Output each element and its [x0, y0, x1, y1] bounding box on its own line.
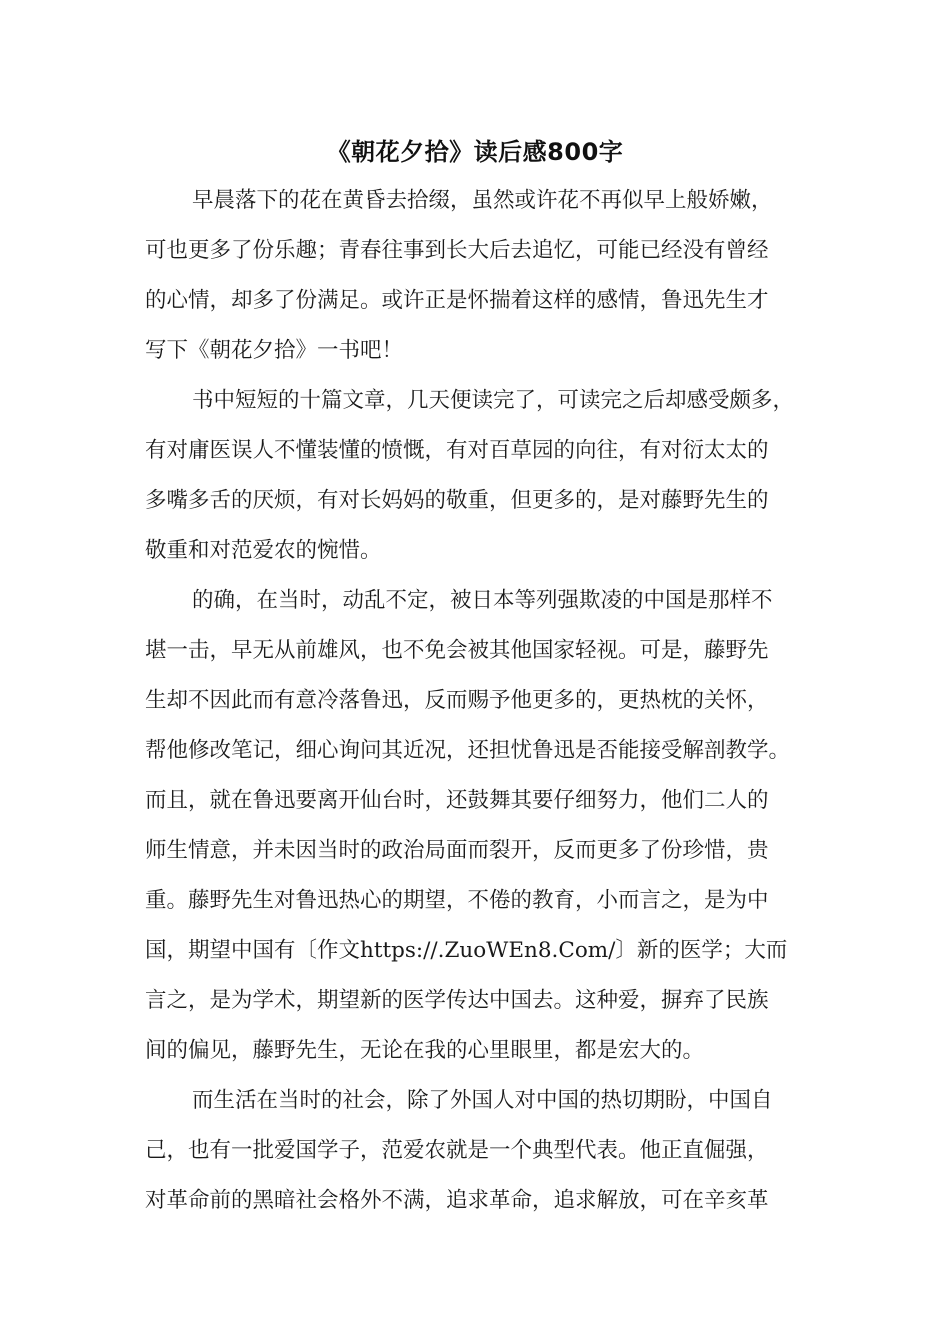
text-line: 对革命前的黑暗社会格外不满，追求革命，追求解放，可在辛亥革 — [145, 1188, 769, 1213]
text-line: 言之，是为学术，期望新的医学传达中国去。这种爱，摒弃了民族 — [145, 988, 769, 1013]
text-line: 写下《朝花夕拾》一书吧！ — [145, 338, 404, 363]
text-line: 多嘴多舌的厌烦，有对长妈妈的敬重，但更多的，是对藤野先生的 — [145, 488, 769, 513]
text-line: 师生情意，并未因当时的政治局面而裂开，反而更多了份珍惜，贵 — [145, 838, 769, 863]
text-line: 有对庸医误人不懂装懂的愤慨，有对百草园的向往，有对衍太太的 — [145, 438, 769, 463]
text-line: 敬重和对范爱农的惋惜。 — [145, 538, 382, 563]
text-line: 而生活在当时的社会，除了外国人对中国的热切期盼，中国自 — [192, 1088, 773, 1113]
text-line: 堪一击，早无从前雄风，也不免会被其他国家轻视。可是，藤野先 — [145, 638, 769, 663]
text-line: 生却不因此而有意冷落鲁迅，反而赐予他更多的，更热枕的关怀， — [145, 688, 769, 713]
text-line: 的确，在当时，动乱不定，被日本等列强欺凌的中国是那样不 — [192, 588, 773, 613]
document-title: 《朝花夕拾》读后感800字 — [326, 138, 624, 166]
paragraph-1 — [145, 182, 825, 382]
paragraph-3 — [145, 582, 825, 1082]
text-line: 国，期望中国有〔作文https://.ZuoWEn8.Com/〕新的医学；大而 — [145, 938, 788, 963]
text-line: 己，也有一批爱国学子，范爱农就是一个典型代表。他正直倔强， — [145, 1138, 769, 1163]
text-line: 间的偏见，藤野先生，无论在我的心里眼里，都是宏大的。 — [145, 1038, 705, 1063]
document-body — [145, 182, 825, 1232]
paragraph-2 — [145, 382, 825, 582]
text-line: 而且，就在鲁迅要离开仙台时，还鼓舞其要仔细努力，他们二人的 — [145, 788, 769, 813]
text-line: 早晨落下的花在黄昏去拾缀，虽然或许花不再似早上般娇嫩， — [192, 188, 773, 213]
text-line: 可也更多了份乐趣；青春往事到长大后去追忆，可能已经没有曾经 — [145, 238, 769, 263]
text-line: 重。藤野先生对鲁迅热心的期望，不倦的教育，小而言之，是为中 — [145, 888, 769, 913]
text-line: 书中短短的十篇文章，几天便读完了，可读完之后却感受颇多， — [192, 388, 795, 413]
paragraph-4 — [145, 1082, 825, 1232]
text-line: 的心情，却多了份满足。或许正是怀揣着这样的感情，鲁迅先生才 — [145, 288, 769, 313]
text-line: 帮他修改笔记，细心询问其近况，还担忧鲁迅是否能接受解剖教学。 — [145, 738, 791, 763]
